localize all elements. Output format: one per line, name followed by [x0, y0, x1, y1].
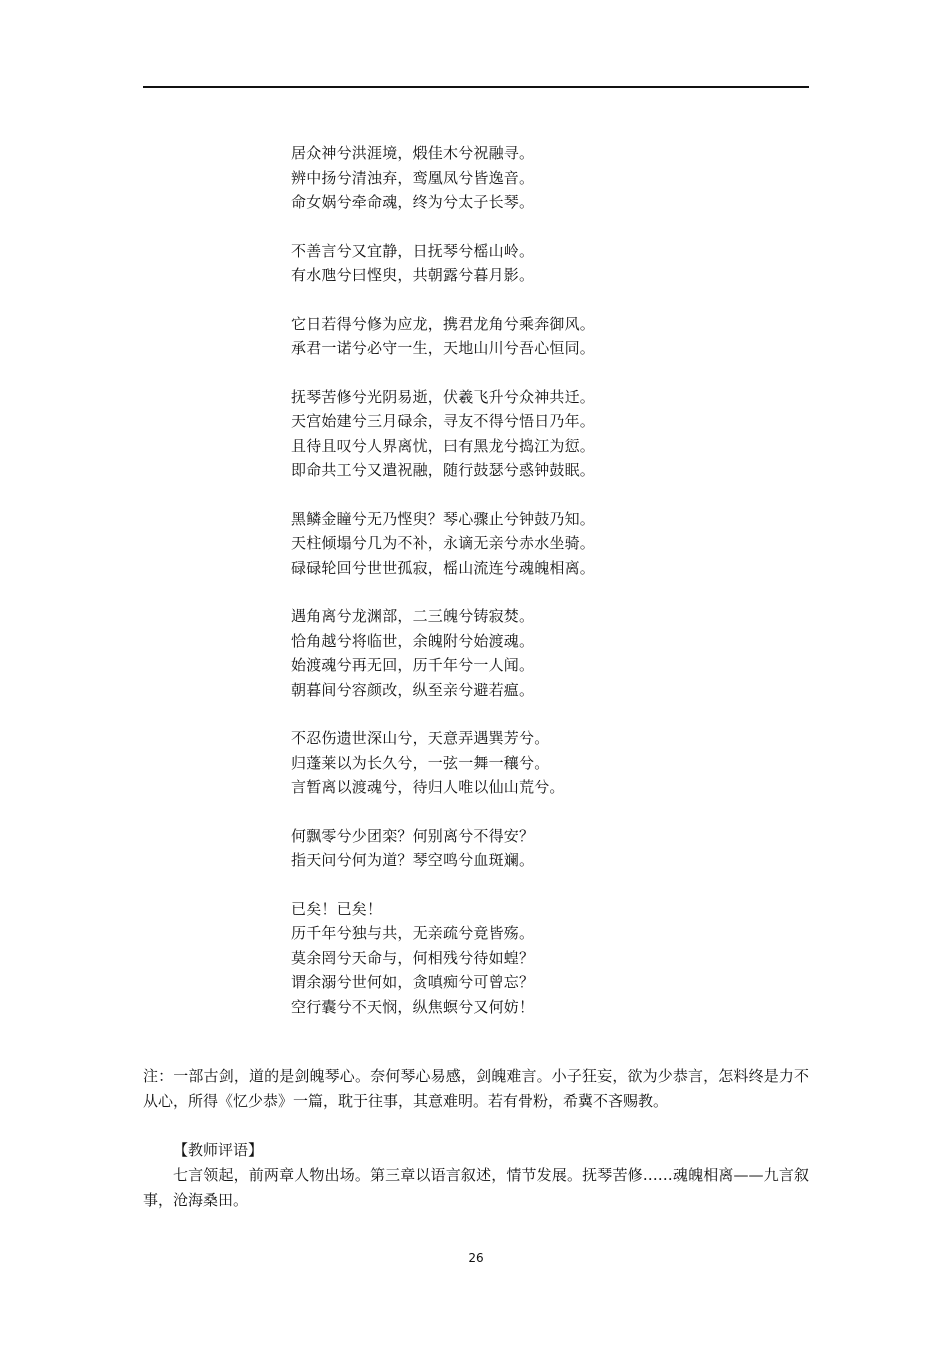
poem-line: 莫余罔兮天命与，何相残兮待如蝗？ — [291, 948, 535, 967]
poem-line: 碌碌轮回兮世世孤寂，榣山流连兮魂魄相离。 — [291, 558, 596, 577]
poem-line: 天柱倾塌兮几为不补，永谪无亲兮赤水坐骑。 — [291, 534, 596, 552]
poem-line: 已矣！已矣！ — [291, 899, 383, 918]
teacher-comment — [143, 1138, 809, 1213]
poem-line: 命女娲兮牵命魂，终为兮太子长琴。 — [291, 193, 535, 211]
poem-line: 它日若得兮修为应龙，携君龙角兮乘奔御风。 — [291, 314, 596, 333]
poem-line: 即命共工兮又遣祝融，随行鼓瑟兮惑钟鼓眠。 — [291, 461, 596, 479]
teacher-comment-heading: 【教师评语】 — [173, 1141, 264, 1159]
teacher-comment-body: 七言领起，前两章人物出场。第三章以语言叙述，情节发展。抚琴苦修……魂魄相离——九言叙事，沧海桑田。 — [143, 1166, 809, 1209]
poem-line: 恰角越兮将临世，余魄附兮始渡魂。 — [291, 631, 535, 650]
poem-line: 天宫始建兮三月碌余，寻友不得兮悟日乃年。 — [291, 412, 596, 430]
poem-line: 空行囊兮不天悯，纵焦螟兮又何妨！ — [291, 997, 535, 1016]
poem-stanza — [291, 897, 811, 1020]
poem-stanza — [291, 507, 811, 581]
poem-line: 不忍伤遗世深山兮，天意弄遇巽芳兮。 — [291, 729, 550, 747]
page-number: 26 — [468, 1251, 484, 1265]
poem-stanza — [291, 385, 811, 483]
poem-line: 辨中扬兮清浊弃，鸾凰凤兮皆逸音。 — [291, 168, 535, 187]
poem-line: 黑鳞金瞳兮无乃悭臾？琴心骤止兮钟鼓乃知。 — [291, 509, 596, 528]
poem-line: 且待且叹兮人界离忧，曰有黑龙兮捣江为愆。 — [291, 436, 596, 455]
poem-line: 谓余溺兮世何如，贪嗔痴兮可曾忘？ — [291, 973, 535, 991]
poem-line: 言暂离以渡魂兮，待归人唯以仙山荒兮。 — [291, 778, 565, 796]
poem-line: 遇角离兮龙渊部，二三魄兮铸寂焚。 — [291, 607, 535, 625]
author-note: 注：一部古剑，道的是剑魄琴心。奈何琴心易感，剑魄难言。小子狂妄，欲为少恭言，怎料终是力不从心，所得《忆少恭》一篇，耽于往事，其意难明。若有骨粉，希冀不吝赐教。 — [143, 1067, 809, 1110]
poem-stanza — [291, 239, 811, 288]
poem-line: 何飘零兮少团栾？何别离兮不得安？ — [291, 826, 535, 845]
poem-stanza — [291, 604, 811, 702]
poem-line: 历千年兮独与共，无亲疏兮竟皆殇。 — [291, 924, 535, 942]
header-rule — [143, 86, 809, 88]
poem-line: 不善言兮又宜静，日抚琴兮榣山岭。 — [291, 241, 535, 260]
poem-line: 指天问兮何为道？琴空鸣兮血斑斓。 — [291, 851, 535, 869]
poem-stanza — [291, 726, 811, 800]
poem-stanza — [291, 824, 811, 873]
poem-line: 承君一诺兮必守一生，天地山川兮吾心恒同。 — [291, 339, 596, 357]
poem-line: 朝暮间兮容颜改，纵至亲兮避若瘟。 — [291, 680, 535, 699]
poem-line: 有水虺兮曰悭臾，共朝露兮暮月影。 — [291, 266, 535, 284]
poem — [291, 141, 811, 1043]
poem-line: 归蓬莱以为长久兮，一弦一舞一穰兮。 — [291, 753, 550, 772]
poem-stanza — [291, 312, 811, 361]
poem-stanza — [291, 141, 811, 215]
poem-line: 抚琴苦修兮光阴易逝，伏羲飞升兮众神共迁。 — [291, 387, 596, 406]
poem-line: 居众神兮洪涯境，煅佳木兮祝融寻。 — [291, 144, 535, 162]
poem-line: 始渡魂兮再无回，历千年兮一人闻。 — [291, 656, 535, 674]
